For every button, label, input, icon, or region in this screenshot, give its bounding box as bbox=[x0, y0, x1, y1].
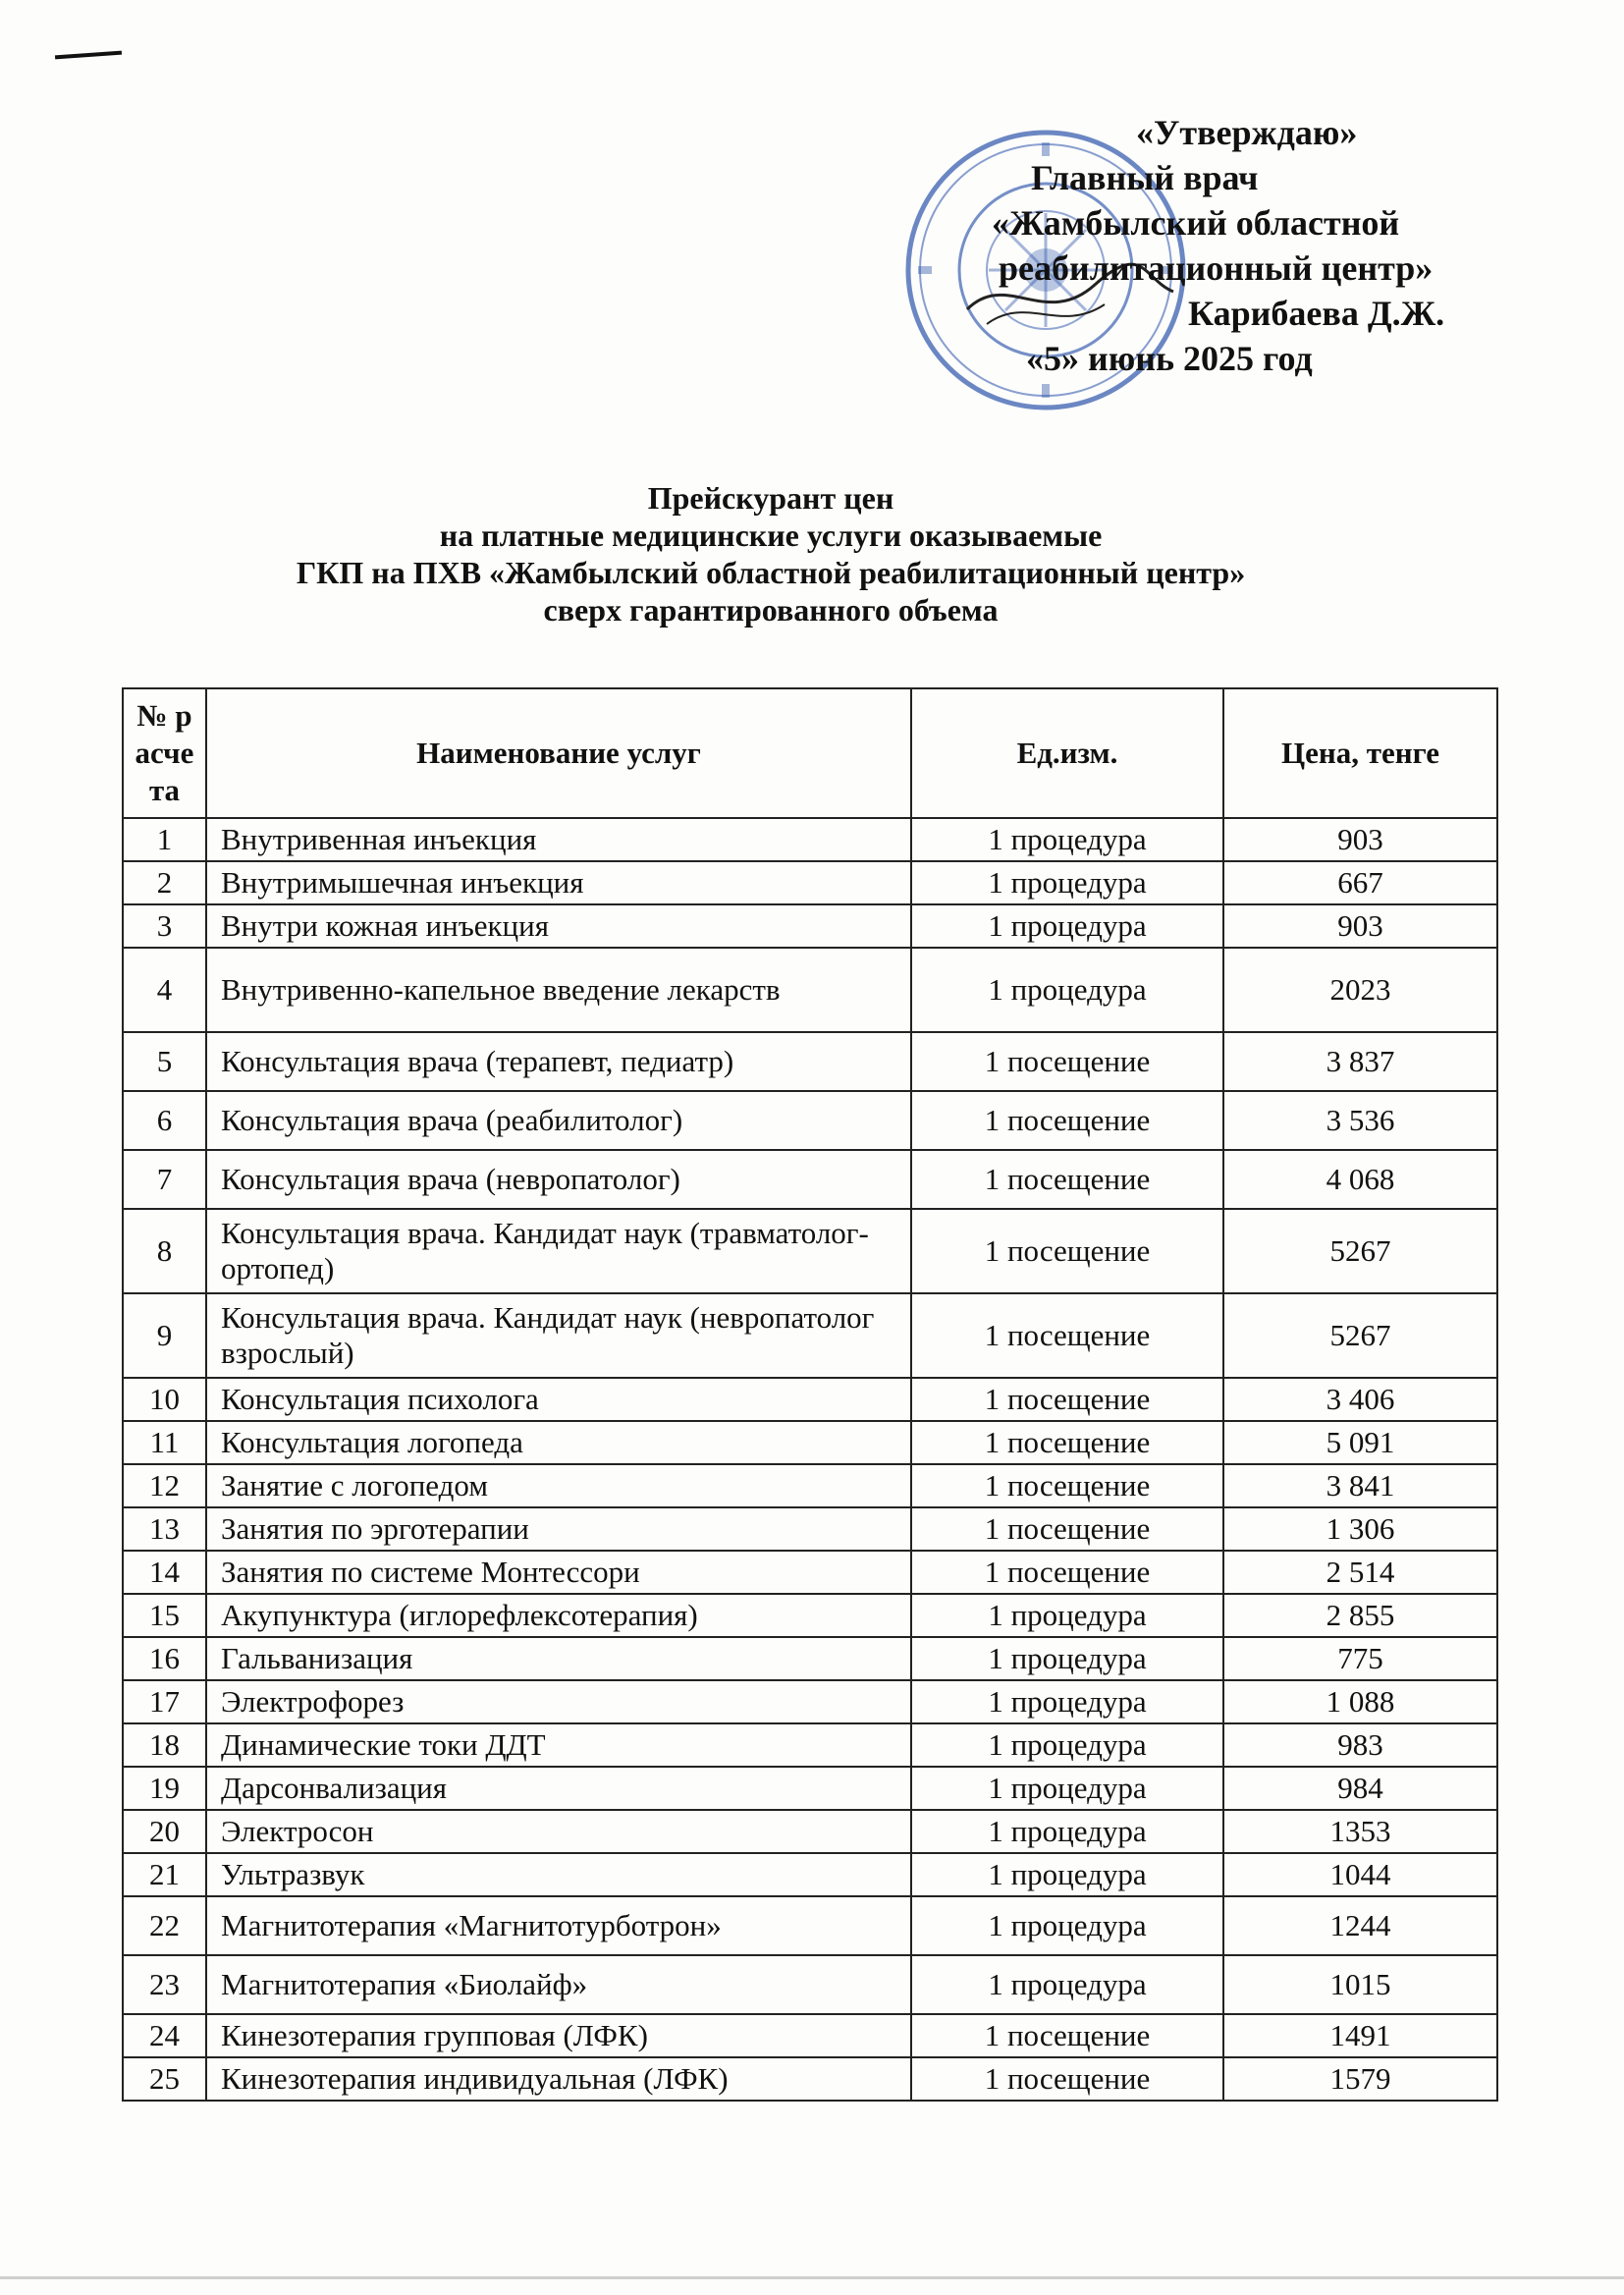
cell-unit: 1 процедура bbox=[911, 818, 1223, 861]
cell-unit: 1 процедура bbox=[911, 1594, 1223, 1637]
cell-unit: 1 процедура bbox=[911, 1767, 1223, 1810]
table-row bbox=[123, 1896, 1497, 1955]
cell-price: 5267 bbox=[1223, 1209, 1497, 1293]
cell-num: 1 bbox=[123, 818, 206, 861]
cell-price: 903 bbox=[1223, 818, 1497, 861]
price-table bbox=[122, 687, 1498, 2102]
cell-price: 1044 bbox=[1223, 1853, 1497, 1896]
header-price: Цена, тенге bbox=[1223, 688, 1497, 818]
table-row bbox=[123, 1209, 1497, 1293]
cell-num: 19 bbox=[123, 1767, 206, 1810]
cell-service-name: Электросон bbox=[206, 1810, 911, 1853]
table-row bbox=[123, 1378, 1497, 1421]
cell-num: 22 bbox=[123, 1896, 206, 1955]
cell-unit: 1 посещение bbox=[911, 1293, 1223, 1378]
cell-num: 14 bbox=[123, 1551, 206, 1594]
cell-service-name: Внутривенно-капельное введение лекарств bbox=[206, 948, 911, 1032]
cell-unit: 1 процедура bbox=[911, 861, 1223, 904]
cell-service-name: Консультация врача (терапевт, педиатр) bbox=[206, 1032, 911, 1091]
table-row bbox=[123, 1293, 1497, 1378]
cell-unit: 1 процедура bbox=[911, 948, 1223, 1032]
cell-num: 8 bbox=[123, 1209, 206, 1293]
cell-price: 3 837 bbox=[1223, 1032, 1497, 1091]
cell-unit: 1 процедура bbox=[911, 1896, 1223, 1955]
cell-unit: 1 процедура bbox=[911, 1680, 1223, 1723]
cell-unit: 1 процедура bbox=[911, 1723, 1223, 1767]
table-row bbox=[123, 1723, 1497, 1767]
cell-unit: 1 посещение bbox=[911, 1551, 1223, 1594]
cell-num: 4 bbox=[123, 948, 206, 1032]
table-row bbox=[123, 2057, 1497, 2101]
cell-num: 18 bbox=[123, 1723, 206, 1767]
cell-price: 2023 bbox=[1223, 948, 1497, 1032]
table-body bbox=[123, 818, 1497, 2101]
cell-unit: 1 процедура bbox=[911, 1637, 1223, 1680]
table-row bbox=[123, 1421, 1497, 1464]
cell-unit: 1 посещение bbox=[911, 1150, 1223, 1209]
approval-line-position: Главный врач bbox=[1031, 158, 1259, 197]
cell-price: 3 536 bbox=[1223, 1091, 1497, 1150]
cell-num: 11 bbox=[123, 1421, 206, 1464]
table-row bbox=[123, 1507, 1497, 1551]
cell-price: 2 855 bbox=[1223, 1594, 1497, 1637]
table-row bbox=[123, 818, 1497, 861]
cell-service-name: Консультация врача. Кандидат наук (травматолог-ортопед) bbox=[206, 1209, 911, 1293]
cell-service-name: Занятия по эрготерапии bbox=[206, 1507, 911, 1551]
cell-unit: 1 процедура bbox=[911, 1955, 1223, 2014]
cell-num: 13 bbox=[123, 1507, 206, 1551]
cell-service-name: Кинезотерапия индивидуальная (ЛФК) bbox=[206, 2057, 911, 2101]
cell-num: 6 bbox=[123, 1091, 206, 1150]
header-num: № расчета bbox=[123, 688, 206, 818]
cell-unit: 1 процедура bbox=[911, 904, 1223, 948]
cell-service-name: Внутри кожная инъекция bbox=[206, 904, 911, 948]
table-header-row bbox=[123, 688, 1497, 818]
cell-price: 667 bbox=[1223, 861, 1497, 904]
cell-num: 17 bbox=[123, 1680, 206, 1723]
cell-price: 1015 bbox=[1223, 1955, 1497, 2014]
table-row bbox=[123, 1637, 1497, 1680]
cell-num: 9 bbox=[123, 1293, 206, 1378]
cell-price: 1353 bbox=[1223, 1810, 1497, 1853]
cell-price: 903 bbox=[1223, 904, 1497, 948]
cell-num: 23 bbox=[123, 1955, 206, 2014]
table-row bbox=[123, 1032, 1497, 1091]
cell-num: 16 bbox=[123, 1637, 206, 1680]
cell-service-name: Магнитотерапия «Биолайф» bbox=[206, 1955, 911, 2014]
approval-line-signatory: Карибаева Д.Ж. bbox=[1188, 294, 1445, 333]
cell-price: 2 514 bbox=[1223, 1551, 1497, 1594]
cell-num: 10 bbox=[123, 1378, 206, 1421]
table-row bbox=[123, 1464, 1497, 1507]
table-row bbox=[123, 1767, 1497, 1810]
table-row bbox=[123, 1955, 1497, 2014]
cell-num: 2 bbox=[123, 861, 206, 904]
cell-service-name: Консультация врача (реабилитолог) bbox=[206, 1091, 911, 1150]
cell-price: 1491 bbox=[1223, 2014, 1497, 2057]
cell-price: 1579 bbox=[1223, 2057, 1497, 2101]
table-row bbox=[123, 904, 1497, 948]
cell-service-name: Электрофорез bbox=[206, 1680, 911, 1723]
cell-service-name: Акупунктура (иглорефлексотерапия) bbox=[206, 1594, 911, 1637]
cell-price: 5267 bbox=[1223, 1293, 1497, 1378]
table-row bbox=[123, 1551, 1497, 1594]
cell-unit: 1 посещение bbox=[911, 2057, 1223, 2101]
cell-num: 7 bbox=[123, 1150, 206, 1209]
cell-price: 775 bbox=[1223, 1637, 1497, 1680]
cell-unit: 1 посещение bbox=[911, 1091, 1223, 1150]
cell-service-name: Занятия по системе Монтессори bbox=[206, 1551, 911, 1594]
table-row bbox=[123, 1594, 1497, 1637]
cell-price: 984 bbox=[1223, 1767, 1497, 1810]
cell-num: 25 bbox=[123, 2057, 206, 2101]
cell-service-name: Консультация врача. Кандидат наук (невропатолог взрослый) bbox=[206, 1293, 911, 1378]
approval-line-date: «5» июнь 2025 год bbox=[1026, 339, 1313, 378]
table-row bbox=[123, 2014, 1497, 2057]
cell-price: 1 306 bbox=[1223, 1507, 1497, 1551]
table-row bbox=[123, 1091, 1497, 1150]
cell-service-name: Внутримышечная инъекция bbox=[206, 861, 911, 904]
cell-num: 12 bbox=[123, 1464, 206, 1507]
cell-unit: 1 посещение bbox=[911, 1421, 1223, 1464]
cell-num: 5 bbox=[123, 1032, 206, 1091]
title-line-4: сверх гарантированного объема bbox=[543, 592, 999, 628]
scan-edge bbox=[0, 2276, 1624, 2279]
cell-price: 983 bbox=[1223, 1723, 1497, 1767]
cell-unit: 1 посещение bbox=[911, 2014, 1223, 2057]
cell-price: 1244 bbox=[1223, 1896, 1497, 1955]
approval-line-approve: «Утверждаю» bbox=[1136, 113, 1358, 152]
title-line-1: Прейскурант цен bbox=[647, 480, 894, 516]
cell-service-name: Ультразвук bbox=[206, 1853, 911, 1896]
cell-price: 3 841 bbox=[1223, 1464, 1497, 1507]
cell-unit: 1 посещение bbox=[911, 1209, 1223, 1293]
cell-service-name: Консультация психолога bbox=[206, 1378, 911, 1421]
cell-service-name: Гальванизация bbox=[206, 1637, 911, 1680]
cell-unit: 1 процедура bbox=[911, 1810, 1223, 1853]
cell-price: 5 091 bbox=[1223, 1421, 1497, 1464]
cell-unit: 1 посещение bbox=[911, 1464, 1223, 1507]
cell-price: 3 406 bbox=[1223, 1378, 1497, 1421]
cell-unit: 1 посещение bbox=[911, 1378, 1223, 1421]
cell-price: 1 088 bbox=[1223, 1680, 1497, 1723]
cell-num: 15 bbox=[123, 1594, 206, 1637]
cell-unit: 1 процедура bbox=[911, 1853, 1223, 1896]
header-unit: Ед.изм. bbox=[911, 688, 1223, 818]
cell-num: 24 bbox=[123, 2014, 206, 2057]
title-line-2: на платные медицинские услуги оказываемые bbox=[439, 518, 1103, 553]
cell-service-name: Консультация логопеда bbox=[206, 1421, 911, 1464]
cell-unit: 1 посещение bbox=[911, 1507, 1223, 1551]
approval-line-org-1: «Жамбылский областной bbox=[992, 203, 1400, 243]
table-row bbox=[123, 1810, 1497, 1853]
header-name: Наименование услуг bbox=[206, 688, 911, 818]
table-row bbox=[123, 1680, 1497, 1723]
table-row bbox=[123, 1853, 1497, 1896]
table-row bbox=[123, 861, 1497, 904]
cell-service-name: Занятие с логопедом bbox=[206, 1464, 911, 1507]
cell-num: 21 bbox=[123, 1853, 206, 1896]
cell-unit: 1 посещение bbox=[911, 1032, 1223, 1091]
approval-line-org-2: реабилитационный центр» bbox=[999, 248, 1434, 288]
table-row bbox=[123, 948, 1497, 1032]
table-row bbox=[123, 1150, 1497, 1209]
cell-service-name: Внутривенная инъекция bbox=[206, 818, 911, 861]
document-title bbox=[147, 479, 1394, 628]
cell-num: 20 bbox=[123, 1810, 206, 1853]
corner-mark bbox=[55, 51, 122, 60]
title-line-3: ГКП на ПХВ «Жамбылский областной реабилитационный центр» bbox=[296, 555, 1246, 590]
cell-service-name: Магнитотерапия «Магнитотурботрон» bbox=[206, 1896, 911, 1955]
cell-price: 4 068 bbox=[1223, 1150, 1497, 1209]
cell-service-name: Консультация врача (невропатолог) bbox=[206, 1150, 911, 1209]
cell-service-name: Кинезотерапия групповая (ЛФК) bbox=[206, 2014, 911, 2057]
cell-service-name: Динамические токи ДДТ bbox=[206, 1723, 911, 1767]
cell-service-name: Дарсонвализация bbox=[206, 1767, 911, 1810]
cell-num: 3 bbox=[123, 904, 206, 948]
